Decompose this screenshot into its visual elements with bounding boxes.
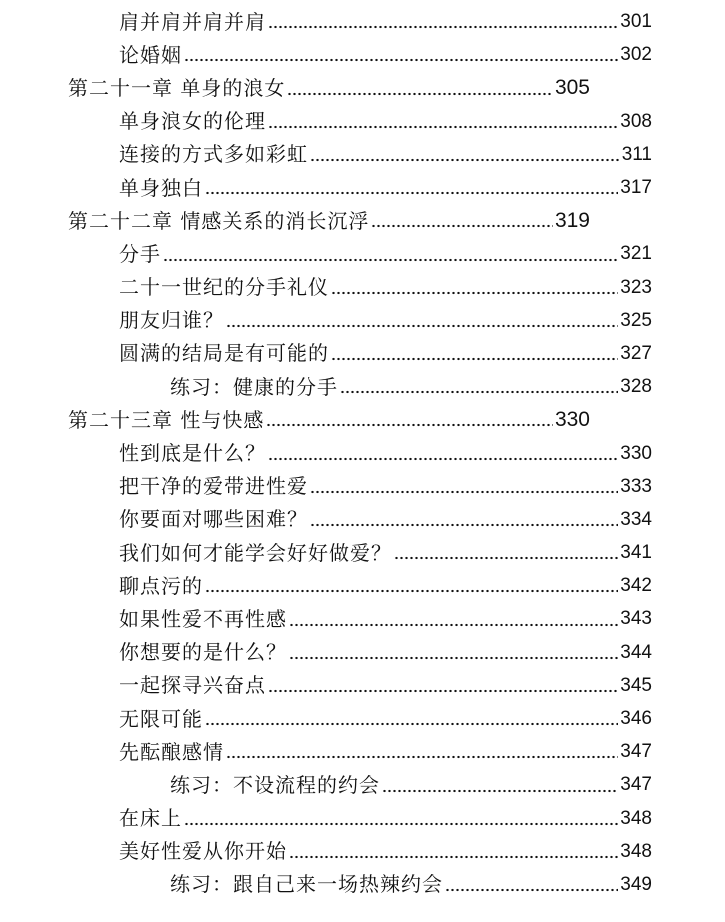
toc-dot-leader	[266, 423, 553, 427]
toc-chapter-entry[interactable]	[0, 403, 590, 436]
toc-exercise-entry[interactable]	[0, 370, 652, 403]
toc-entry-page-number: 341	[620, 542, 652, 564]
toc-exercise-entry[interactable]	[0, 868, 652, 901]
toc-entry-page-number: 343	[620, 608, 652, 630]
toc-section-entry[interactable]	[0, 802, 652, 835]
toc-entry-title: 美好性爱从你开始	[119, 839, 287, 864]
toc-entry-page-number: 321	[620, 243, 652, 265]
toc-entry-page-number: 342	[620, 575, 652, 597]
toc-dot-leader	[310, 158, 620, 162]
toc-dot-leader	[382, 789, 618, 793]
toc-section-entry[interactable]	[0, 271, 652, 304]
toc-dot-leader	[394, 556, 618, 560]
toc-section-entry[interactable]	[0, 337, 652, 370]
toc-dot-leader	[371, 224, 553, 228]
toc-entry-page-number: 330	[620, 442, 652, 464]
toc-entry-page-number: 347	[620, 774, 652, 796]
toc-entry-page-number: 333	[620, 475, 652, 497]
toc-section-entry[interactable]	[0, 5, 652, 38]
toc-dot-leader	[205, 722, 618, 726]
toc-section-entry[interactable]	[0, 38, 652, 71]
toc-entry-title: 单身浪女的伦理	[119, 109, 266, 134]
toc-section-entry[interactable]	[0, 237, 652, 270]
toc-section-entry[interactable]	[0, 436, 652, 469]
toc-section-entry[interactable]	[0, 171, 652, 204]
toc-entry-title: 练习：不设流程的约会	[170, 772, 380, 797]
toc-dot-leader	[268, 457, 618, 461]
toc-dot-leader	[340, 390, 618, 394]
toc-section-entry[interactable]	[0, 835, 652, 868]
toc-chapter-entry[interactable]	[0, 204, 590, 237]
toc-section-entry[interactable]	[0, 536, 652, 569]
toc-entry-page-number: 346	[620, 708, 652, 730]
toc-dot-leader	[310, 523, 618, 527]
toc-entry-title: 你要面对哪些困难？	[119, 507, 308, 532]
toc-dot-leader	[445, 888, 618, 892]
toc-entry-page-number: 319	[554, 209, 590, 233]
toc-dot-leader	[268, 25, 618, 29]
toc-section-entry[interactable]	[0, 669, 652, 702]
toc-section-entry[interactable]	[0, 636, 652, 669]
toc-entry-title: 把干净的爱带进性爱	[119, 474, 308, 499]
toc-dot-leader	[289, 656, 618, 660]
toc-entry-page-number: 323	[620, 276, 652, 298]
toc-section-entry[interactable]	[0, 138, 652, 171]
toc-dot-leader	[226, 755, 618, 759]
toc-entry-page-number: 308	[620, 110, 652, 132]
toc-entry-page-number: 330	[554, 408, 590, 432]
toc-entry-title: 朋友归谁？	[119, 308, 224, 333]
toc-dot-leader	[226, 324, 618, 328]
toc-entry-page-number: 301	[620, 11, 652, 33]
toc-dot-leader	[205, 191, 618, 195]
toc-dot-leader	[310, 490, 618, 494]
toc-entry-title: 无限可能	[119, 706, 203, 731]
toc-section-entry[interactable]	[0, 702, 652, 735]
toc-section-entry[interactable]	[0, 569, 652, 602]
toc-entry-title: 肩并肩并肩并肩	[119, 9, 266, 34]
toc-dot-leader	[268, 689, 618, 693]
toc-entry-page-number: 325	[620, 309, 652, 331]
toc-exercise-entry[interactable]	[0, 768, 652, 801]
toc-dot-leader	[184, 58, 618, 62]
table-of-contents	[0, 5, 725, 901]
toc-entry-page-number: 348	[620, 807, 652, 829]
toc-dot-leader	[289, 623, 618, 627]
toc-dot-leader	[205, 589, 618, 593]
toc-entry-title: 第二十一章 单身的浪女	[68, 75, 286, 100]
toc-dot-leader	[184, 822, 618, 826]
toc-entry-page-number: 348	[620, 840, 652, 862]
toc-entry-page-number: 302	[620, 44, 652, 66]
toc-chapter-entry[interactable]	[0, 71, 590, 104]
toc-entry-title: 先酝酿感情	[119, 739, 224, 764]
toc-section-entry[interactable]	[0, 602, 652, 635]
toc-entry-title: 连接的方式多如彩虹	[119, 142, 308, 167]
toc-section-entry[interactable]	[0, 503, 652, 536]
toc-section-entry[interactable]	[0, 304, 652, 337]
toc-entry-page-number: 311	[621, 143, 652, 165]
toc-dot-leader	[287, 92, 553, 96]
toc-entry-title: 如果性爱不再性感	[119, 606, 287, 631]
toc-dot-leader	[331, 291, 618, 295]
toc-entry-title: 聊点污的	[119, 573, 203, 598]
toc-dot-leader	[163, 258, 618, 262]
toc-section-entry[interactable]	[0, 470, 652, 503]
toc-entry-page-number: 327	[620, 342, 652, 364]
toc-entry-title: 练习：健康的分手	[170, 374, 338, 399]
toc-dot-leader	[268, 125, 618, 129]
toc-entry-page-number: 305	[554, 76, 590, 100]
toc-entry-page-number: 345	[620, 674, 652, 696]
toc-entry-title: 性到底是什么？	[119, 441, 266, 466]
toc-entry-title: 我们如何才能学会好好做爱？	[119, 540, 392, 565]
toc-section-entry[interactable]	[0, 735, 652, 768]
toc-entry-page-number: 344	[620, 641, 652, 663]
toc-entry-page-number: 347	[620, 741, 652, 763]
toc-entry-title: 论婚姻	[119, 42, 182, 67]
toc-section-entry[interactable]	[0, 105, 652, 138]
toc-entry-title: 练习：跟自己来一场热辣约会	[170, 872, 443, 897]
toc-entry-page-number: 349	[620, 873, 652, 895]
toc-entry-title: 分手	[119, 241, 161, 266]
toc-entry-title: 单身独白	[119, 175, 203, 200]
toc-entry-title: 第二十三章 性与快感	[68, 407, 265, 432]
toc-entry-title: 圆满的结局是有可能的	[119, 341, 329, 366]
toc-entry-page-number: 334	[620, 508, 652, 530]
toc-entry-title: 第二十二章 情感关系的消长沉浮	[68, 208, 370, 233]
toc-dot-leader	[289, 855, 618, 859]
toc-entry-title: 二十一世纪的分手礼仪	[119, 275, 329, 300]
toc-entry-title: 一起探寻兴奋点	[119, 673, 266, 698]
toc-entry-title: 你想要的是什么？	[119, 640, 287, 665]
toc-entry-page-number: 328	[620, 376, 652, 398]
toc-dot-leader	[331, 357, 618, 361]
toc-entry-title: 在床上	[119, 806, 182, 831]
toc-entry-page-number: 317	[620, 177, 652, 199]
